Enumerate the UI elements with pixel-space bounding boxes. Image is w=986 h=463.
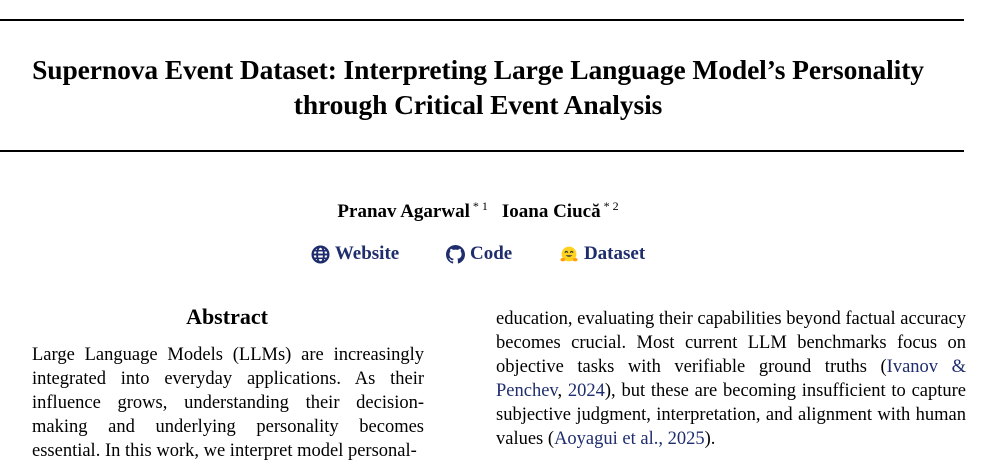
author-affiliation: * 2 bbox=[603, 199, 619, 213]
abstract-text: Large Language Models (LLMs) are increasingly integrated into everyday applications. As their influence grows, understanding their decision-making and underlying personality becomes essential. In this work, we interpret model personal- bbox=[32, 345, 424, 461]
citation-link[interactable]: Aoyagui et al., 2025 bbox=[554, 429, 705, 449]
citation-separator: , bbox=[557, 381, 568, 401]
intro-paragraph bbox=[496, 307, 966, 451]
author-list bbox=[0, 193, 956, 225]
author-name: Pranav Agarwal bbox=[337, 201, 470, 222]
github-icon bbox=[446, 245, 465, 264]
website-link[interactable] bbox=[311, 241, 399, 267]
intro-text: education, evaluating their capabilities beyond factual accuracy becomes crucial. Most current LLM benchmarks focus on objective tasks with verifiable ground truths ( bbox=[496, 309, 966, 377]
intro-text: ). bbox=[704, 429, 716, 449]
paper-title: Supernova Event Dataset: Interpreting Large Language Model’s Personality through Critical Event Analysis bbox=[32, 54, 924, 120]
title-bottom-rule bbox=[0, 150, 964, 152]
dataset-link[interactable] bbox=[559, 241, 645, 267]
citation-link[interactable]: Ivanov & Penchev bbox=[496, 357, 966, 401]
author-affiliation: * 1 bbox=[472, 199, 488, 213]
resource-links bbox=[0, 241, 956, 272]
abstract-heading: Abstract bbox=[186, 304, 268, 329]
title-top-rule bbox=[0, 19, 964, 21]
website-link-label: Website bbox=[334, 243, 400, 264]
hugging-face-icon bbox=[559, 245, 579, 264]
dataset-link-label: Dataset bbox=[583, 243, 646, 264]
globe-icon bbox=[311, 245, 330, 264]
author-name: Ioana Ciucă bbox=[501, 201, 601, 222]
intro-text: ), but these are becoming insufficient to capture subjective judgment, interpretation, and alignment with human values ( bbox=[496, 381, 967, 449]
code-link-label: Code bbox=[469, 243, 513, 264]
citation-link[interactable]: 2024 bbox=[567, 381, 605, 401]
code-link[interactable] bbox=[446, 241, 512, 267]
